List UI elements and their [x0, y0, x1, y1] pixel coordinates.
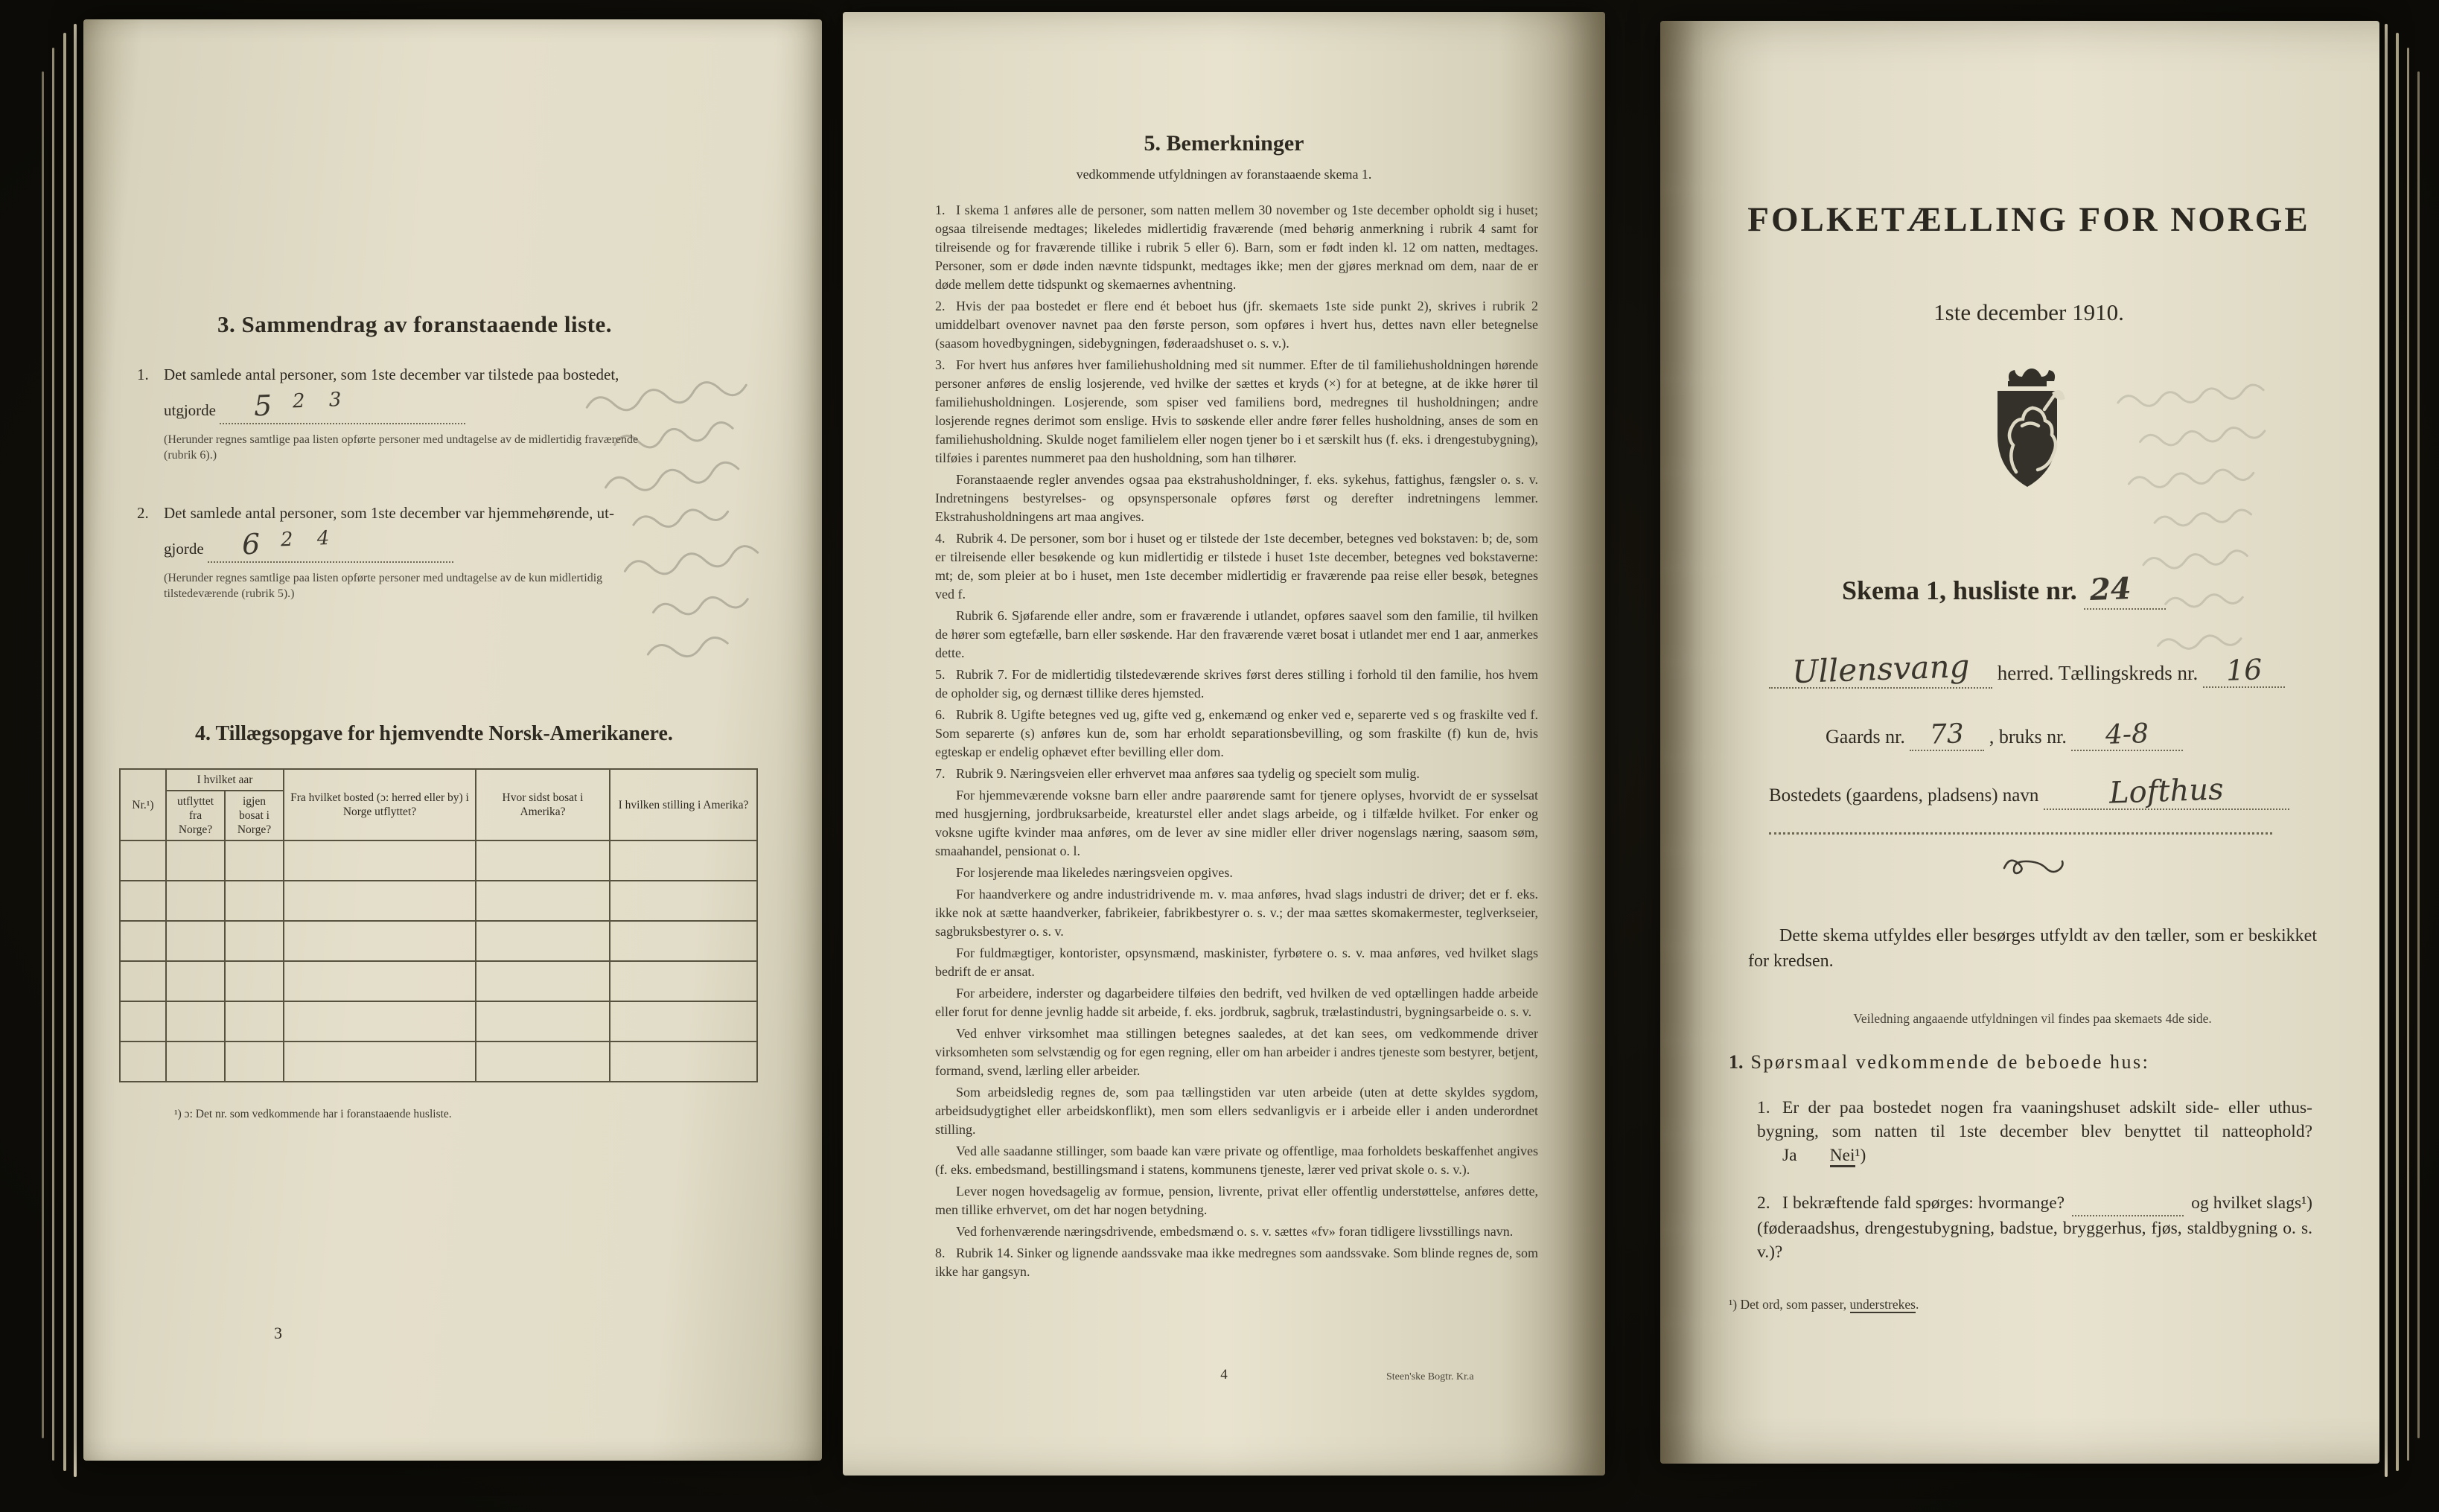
item-note: (Herunder regnes samtlige paa listen opførte personer med undtagelse av de kun midlertidig tilstedeværende (rubrik 5).): [164, 572, 603, 600]
norwegian-americans-heading: 4. Tillægsopgave for hjemvendte Norsk-Amerikanere.: [195, 722, 673, 745]
table-row: [120, 921, 757, 961]
footnote-text: .: [1915, 1297, 1919, 1312]
fill-in-blank: [1769, 647, 1992, 691]
empty-cell: [610, 921, 757, 961]
paragraph-text: Som arbeidsledig regnes de, som paa tællingstiden var uten arbeide (uten at dette skyldes sygdom, arbeidsudygtighet eller arbeidskonflikt), men som ellers sedvanligvis er i arbeide eller i anden underordnet stilling.: [935, 1085, 1538, 1137]
empty-cell: [284, 881, 476, 921]
empty-cell: [610, 1042, 757, 1082]
paragraph-text: Rubrik 9. Næringsveien eller erhvervet maa anføres saa tydelig og specielt som mulig.: [956, 766, 1420, 781]
handwritten-breakdown: 2 3: [292, 388, 351, 413]
summary-item-1-line2: [137, 388, 785, 424]
fill-in-blank: [2203, 654, 2285, 688]
page-edge-line: [2396, 33, 2399, 1471]
page-number: 3: [274, 1324, 282, 1342]
bemerkninger-paragraph: [935, 786, 1538, 861]
empty-cell: [120, 921, 166, 961]
section-title: Spørsmaal vedkommende de beboede hus:: [1750, 1051, 2150, 1073]
handwriting-bleedthrough: [2094, 360, 2373, 694]
paragraph-text: Rubrik 8. Ugifte betegnes ved ug, gifte ved g, enkemænd og enker ved e, separerte ved s og fraskilte ved f. Som separerte (s) anføres kun de, som har erholdt separationsbevilling, og som fraskilte (f) kun de, hvis egteskap er endelig ophævet efter bevilling eller dom.: [935, 707, 1538, 759]
paragraph-number: 3.: [935, 357, 946, 372]
empty-cell: [476, 1001, 610, 1042]
empty-cell: [225, 1042, 284, 1082]
herred-line: [1769, 647, 2285, 691]
table-footnote: ¹) ɔ: Det nr. som vedkommende har i foranstaaende husliste.: [174, 1108, 452, 1120]
footnote-marker: ¹): [1729, 1297, 1741, 1312]
fill-in-blank: [2084, 572, 2166, 610]
empty-cell: [120, 961, 166, 1001]
fill-in-blank: [220, 388, 465, 424]
empty-dotted-line: [1769, 832, 2272, 835]
item-number: 2.: [137, 504, 149, 522]
table-row: [120, 961, 757, 1001]
question-text: I bekræftende fald spørges: hvormange?: [1782, 1193, 2065, 1213]
footnote-underlined-word: understrekes: [1849, 1297, 1916, 1312]
bemerkninger-paragraph: [935, 297, 1538, 353]
bosted-line: [1769, 774, 2289, 810]
page-edge-line: [2407, 48, 2409, 1461]
summary-item-2-line2: [137, 526, 785, 563]
paragraph-text: Rubrik 4. De personer, som bor i huset og er tilstede der 1ste december, betegnes ved bokstaven: b; de, som er tilreisende eller besøkende og kun midlertidig er tilstede i huset 1ste december, betegnes ved bokstaverne: mt; de, som pleier at bo i huset, men 1ste december midlertidig er fraværende paa reise eller besøk, betegnes ved f.: [935, 531, 1538, 602]
bemerkninger-paragraph: [935, 356, 1538, 468]
table-row: [120, 881, 757, 921]
paragraph-text: Rubrik 7. For de midlertidig tilstedeværende skrives først deres stilling i forhold til den familie, hos hvem de opholder sig, og dernæst tillike deres hjemsted.: [935, 667, 1538, 701]
fill-in-blank: [2071, 719, 2183, 751]
fill-in-blank: [2072, 1191, 2184, 1216]
summary-item-2: [137, 502, 785, 602]
bemerkninger-paragraph: [935, 201, 1538, 294]
bruk-label: , bruks nr.: [1989, 726, 2067, 747]
empty-cell: [166, 840, 225, 881]
handwritten-husliste-nr: 24: [2088, 571, 2132, 607]
footnote-marker: ¹): [1855, 1146, 1866, 1165]
bosted-label: Bostedets (gaardens, pladsens) navn: [1769, 785, 2039, 806]
paragraph-text: For arbeidere, inderster og dagarbeidere tilføies den bedrift, ved hvilken de ved optællingen hadde arbeide eller forut for denne jevnlig hadde sit arbeide, f. eks. jordbruk, sagbruk, trælastindustri, bygningsarbeide o. s. v.: [935, 986, 1538, 1019]
bemerkninger-paragraph: [935, 1024, 1538, 1080]
bemerkninger-paragraph: [935, 1182, 1538, 1219]
bemerkninger-paragraph: [935, 1244, 1538, 1281]
bemerkninger-paragraph: [935, 1083, 1538, 1139]
empty-cell: [284, 961, 476, 1001]
bemerkninger-paragraph: [935, 765, 1538, 783]
page-edge-line: [2385, 24, 2388, 1477]
bemerkninger-paragraph: [935, 1142, 1538, 1179]
fill-in-blank: [1910, 719, 1984, 751]
page-edge-line: [74, 24, 77, 1477]
bemerkninger-paragraph: [935, 706, 1538, 762]
norwegian-americans-table: [119, 768, 758, 1082]
coat-of-arms-emblem: [1979, 363, 2070, 499]
paragraph-text: For fuldmægtiger, kontorister, opsynsmænd, maskinister, fyrbøtere o. s. v. maa anføres, ved hvilket slags bedrift de er ansat.: [935, 945, 1538, 979]
question-number: 1.: [1757, 1098, 1770, 1117]
empty-cell: [476, 840, 610, 881]
question-1: [1757, 1096, 2312, 1167]
bemerkninger-paragraph: [935, 944, 1538, 981]
paragraph-text: Hvis der paa bostedet er flere end ét beboet hus (jfr. skemaets 1ste side punkt 2), skrives i rubrik 2 umiddelbart ovenover navnet paa den første person, som opføres i hvert hus, dettes navn eller betegnelse (saasom hovedbygningen, sidebygningen, føderaadshuset o. s. v.).: [935, 299, 1538, 351]
empty-cell: [610, 1001, 757, 1042]
fill-in-blank: [2044, 774, 2289, 810]
paragraph-text: For hjemmeværende voksne barn eller andre paarørende samt for tjenere oplyses, hvorvidt de er sysselsat med husgjerning, jordbruksarbeide, kreaturstel eller andet slags arbeide, og i tilfælde hvilket. For enker og voksne ugifte kvinder maa anføres, om de lever av sine midler eller driver nogenslags næring, saasom søm, smaahandel, pensionat o. l.: [935, 788, 1538, 858]
column-header-position: I hvilken stilling i Amerika?: [610, 769, 757, 840]
guidance-note: Veiledning angaaende utfyldningen vil findes paa skemaets 4de side.: [1853, 1011, 2212, 1026]
bemerkninger-subheading: vedkommende utfyldningen av foranstaaende skema 1.: [1076, 167, 1372, 182]
page-number: 4: [1220, 1367, 1228, 1382]
item-note: (Herunder regnes samtlige paa listen opførte personer med undtagelse av de midlertidig fraværende (rubrik 6).): [164, 433, 639, 462]
summary-item-2-line1: [137, 502, 785, 524]
census-date: 1ste december 1910.: [1933, 299, 2124, 325]
printer-mark: Steen'ske Bogtr. Kr.a: [1386, 1371, 1474, 1382]
bemerkninger-paragraph: [935, 607, 1538, 663]
filled-by-instruction: Dette skema utfyldes eller besørges utfyldt av den tæller, som er beskikket for kredsen.: [1748, 926, 2317, 971]
item-label: gjorde: [164, 540, 204, 558]
table-body: [120, 840, 757, 1082]
empty-cell: [120, 840, 166, 881]
empty-cell: [610, 961, 757, 1001]
answer-ja: Ja: [1782, 1146, 1797, 1165]
empty-cell: [476, 961, 610, 1001]
paragraph-text: Rubrik 14. Sinker og lignende aandssvake maa ikke medregnes som aandssvake. Som blinde regnes de, som ikke har gangsyn.: [935, 1245, 1538, 1279]
empty-cell: [120, 881, 166, 921]
bemerkninger-paragraph: [935, 885, 1538, 941]
item-text: Det samlede antal personer, som 1ste december var tilstede paa bostedet,: [164, 366, 619, 383]
empty-cell: [476, 1042, 610, 1082]
column-header-from: Fra hvilket bosted (ɔ: herred eller by) i Norge utflyttet?: [284, 769, 476, 840]
column-header-nr: Nr.¹): [120, 769, 166, 840]
column-header-year-group: I hvilket aar: [166, 769, 284, 791]
bemerkninger-text-column: [935, 201, 1538, 1284]
empty-cell: [166, 961, 225, 1001]
empty-cell: [166, 921, 225, 961]
empty-cell: [166, 1042, 225, 1082]
bemerkninger-heading: 5. Bemerkninger: [1144, 131, 1304, 156]
empty-cell: [284, 921, 476, 961]
bemerkninger-paragraph: [935, 1222, 1538, 1241]
form-title: FOLKETÆLLING FOR NORGE: [1747, 200, 2310, 239]
handwritten-total: 5: [253, 389, 273, 423]
empty-cell: [225, 1001, 284, 1042]
empty-cell: [476, 921, 610, 961]
column-header-where: Hvor sidst bosat i Amerika?: [476, 769, 610, 840]
item-text: Det samlede antal personer, som 1ste december var hjemmehørende, ut-: [164, 504, 615, 522]
table-row: [120, 840, 757, 881]
gaard-label: Gaards nr.: [1826, 726, 1905, 747]
empty-cell: [120, 1042, 166, 1082]
page-edge-line: [63, 33, 66, 1471]
handwritten-herred: Ullensvang: [1791, 647, 1971, 691]
item-label: utgjorde: [164, 401, 216, 419]
handwritten-total: 6: [241, 527, 261, 561]
section-number: 1.: [1729, 1051, 1744, 1073]
footnote-text: Det ord, som passer,: [1740, 1297, 1850, 1312]
empty-cell: [284, 1001, 476, 1042]
page-edge-line: [2417, 71, 2420, 1438]
page-edge-line: [52, 48, 54, 1461]
paragraph-text: Foranstaaende regler anvendes ogsaa paa ekstrahusholdninger, f. eks. sykehus, fattighus, fængsler o. s. v. Indretningens bestyrelses- og opsynspersonale opføres først og derefter indretningens lemmer. Ekstrahusholdningens art maa angives.: [935, 472, 1538, 524]
empty-cell: [166, 1001, 225, 1042]
paragraph-number: 8.: [935, 1245, 946, 1260]
question-number: 2.: [1757, 1193, 1770, 1213]
paragraph-number: 5.: [935, 667, 946, 682]
paragraph-number: 1.: [935, 202, 946, 217]
empty-cell: [225, 840, 284, 881]
decorative-divider: [2001, 856, 2064, 875]
paragraph-number: 6.: [935, 707, 946, 722]
bemerkninger-paragraph: [935, 470, 1538, 526]
page-footnote: [1729, 1297, 1919, 1312]
paragraph-text: Rubrik 6. Sjøfarende eller andre, som er fraværende i utlandet, opføres saavel som den familie, til hvilken de hører som egtefælle, barn eller søskende. Har den fraværende været bosat i utlandet mer end 1 aar, anmerkes dette.: [935, 608, 1538, 660]
paragraph-number: 7.: [935, 766, 946, 781]
page-edge-line: [42, 71, 44, 1438]
handwritten-gaard-nr: 73: [1929, 718, 1965, 750]
column-header-year-out: utflyttet fra Norge?: [166, 791, 225, 840]
middle-page: [843, 12, 1605, 1476]
table-row: [120, 1042, 757, 1082]
empty-cell: [225, 961, 284, 1001]
bemerkninger-paragraph: [935, 666, 1538, 703]
empty-cell: [284, 1042, 476, 1082]
handwritten-bosted-navn: Lofthus: [2108, 772, 2225, 811]
fill-in-blank: [208, 526, 453, 563]
paragraph-text: Ved forhenværende næringsdrivende, embedsmænd o. s. v. sættes «fv» foran tidligere livsstillings navn.: [956, 1224, 1514, 1239]
question-text: og hvilket slags¹): [2191, 1193, 2312, 1213]
summary-section-heading: 3. Sammendrag av foranstaaende liste.: [217, 311, 612, 337]
skema-label: Skema 1, husliste nr.: [1842, 575, 2077, 605]
paragraph-text: For losjerende maa likeledes næringsveien opgives.: [956, 865, 1233, 880]
empty-cell: [225, 921, 284, 961]
summary-item-1-line1: [137, 363, 785, 386]
gaard-line: [1826, 719, 2183, 751]
empty-cell: [284, 840, 476, 881]
empty-cell: [610, 840, 757, 881]
empty-cell: [225, 881, 284, 921]
paragraph-text: For hvert hus anføres hver familiehusholdning med sit nummer. Efter de til familiehusholdningen hørende personer anføres de enslig losjerende, ved hvilke der sættes et kryds (×) for at betegne, at de ikke hører til familiehusholdningen. Losjerende, som spiser ved familiens bord, medregnes til husholdningen; andre losjerende regnes derimot som enslige. Hvis to søskende eller andre fører felles husholdning, anses de som en familiehusholdning. Skulde noget familielem eller nogen tjener bo i et særskilt hus (f. eks. i drengestubygning), tilføies i parentes nummeret paa den husholdning, som han tilhører.: [935, 357, 1538, 465]
handwritten-tellingskreds-nr: 16: [2225, 653, 2263, 687]
column-header-year-back: igjen bosat i Norge?: [225, 791, 284, 840]
paragraph-number: 4.: [935, 531, 946, 546]
handwritten-breakdown: 2 4: [280, 526, 339, 552]
question-2: [1757, 1191, 2312, 1264]
herred-label: herred. Tællingskreds nr.: [1997, 662, 2199, 684]
empty-cell: [166, 881, 225, 921]
left-page: [83, 19, 822, 1461]
empty-cell: [610, 881, 757, 921]
bemerkninger-paragraph: [935, 984, 1538, 1021]
paragraph-text: Lever nogen hovedsagelig av formue, pension, livrente, privat eller offentlig understøttelse, anføres dette, men tillike erhvervet, om det har nogen betydning.: [935, 1184, 1538, 1217]
paragraph-text: Ved alle saadanne stillinger, som baade kan være private og offentlige, maa forholdets beskaffenhet angives (f. eks. embedsmand, bestillingsmand i statens, kommunens tjeneste, lærer ved privat skole o. s. v.).: [935, 1143, 1538, 1177]
skema-line: [1842, 572, 2166, 610]
empty-cell: [476, 881, 610, 921]
table-row: [120, 1001, 757, 1042]
answer-nei-underlined: Nei: [1830, 1146, 1855, 1167]
right-page: [1660, 21, 2379, 1464]
question-text-continued: (føderaadshus, drengestubygning, badstue, bryggerhus, fjøs, staldbygning o. s. v.)?: [1757, 1219, 2312, 1262]
question-section-heading: [1729, 1051, 2149, 1074]
item-number: 1.: [137, 366, 149, 383]
bemerkninger-paragraph: [935, 529, 1538, 604]
paragraph-text: I skema 1 anføres alle de personer, som natten mellem 30 november og 1ste december opholdt sig i huset; ogsaa tilreisende medtages; likeledes midlertidig fraværende (med behørig anmerkning i rubrik 4 samt for tilreisende og for fraværende tillike i rubrik 5 eller 6). Barn, som er født inden kl. 12 om natten, medtages. Personer, som er døde inden nævnte tidspunkt, medtages ikke; men der gjøres merknad om dem, naar de er døde mellem dette tidspunkt og skemaernes avhentning.: [935, 202, 1538, 292]
question-text: Er der paa bostedet nogen fra vaaningshuset adskilt side- eller uthus-bygning, som natten til 1ste december blev benyttet til natteophold?: [1757, 1098, 2312, 1141]
paragraph-number: 2.: [935, 299, 946, 313]
handwritten-bruk-nr: 4-8: [2105, 718, 2150, 750]
bemerkninger-paragraph: [935, 864, 1538, 882]
paragraph-text: For haandverkere og andre industridrivende m. v. maa anføres, hvad slags industri de driver; det er f. eks. ikke nok at sætte haandverker, fabrikeier, fabrikbestyrer o. s. v.; der maa sættes skomakermester, teglverkseier, sagbruksbestyrer o. s. v.: [935, 887, 1538, 939]
empty-cell: [120, 1001, 166, 1042]
paragraph-text: Ved enhver virksomhet maa stillingen betegnes saaledes, at det kan sees, om vedkommende driver virksomheten som selvstændig og for egen regning, eller om han arbeider i andres tjeneste som bestyrer, betjent, formand, svend, lærling eller arbeider.: [935, 1026, 1538, 1078]
table-header: [120, 769, 757, 840]
summary-item-1: [137, 363, 785, 463]
